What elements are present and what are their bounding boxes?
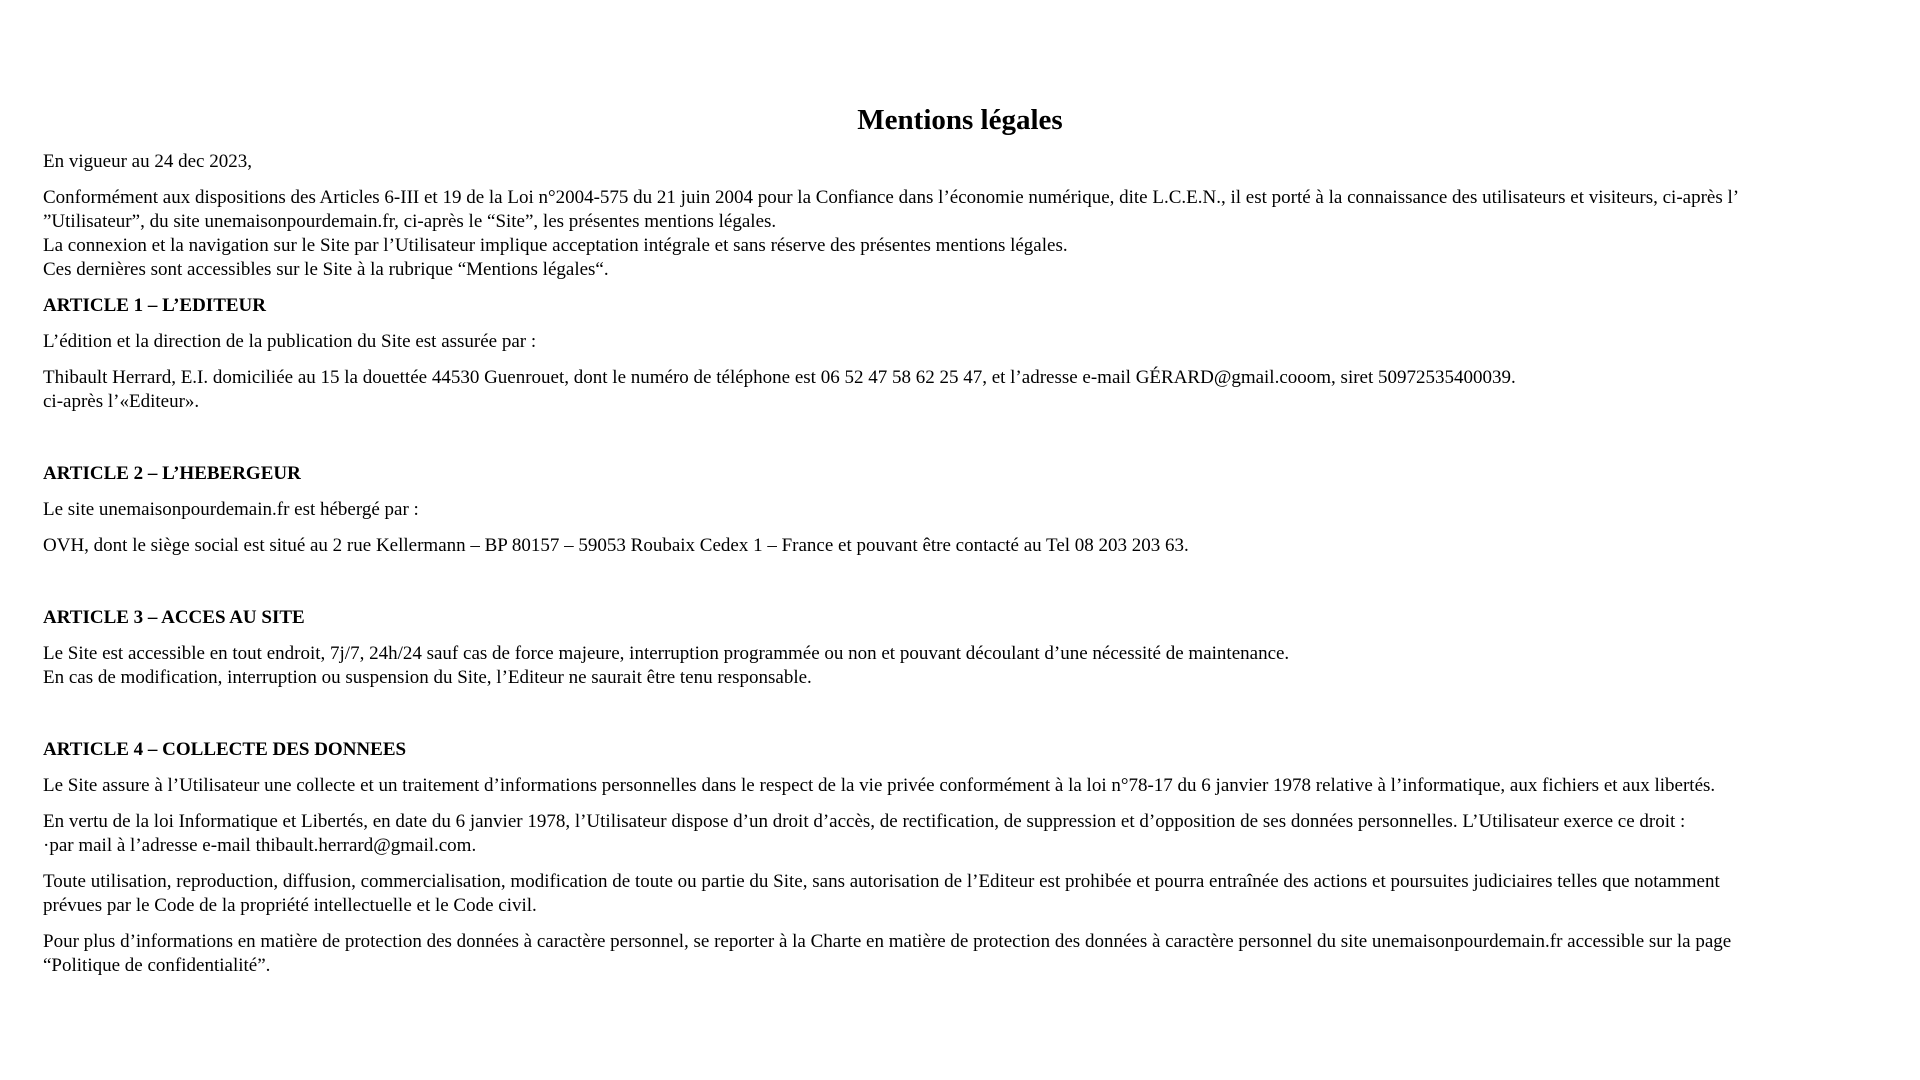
article-4-paragraph-4 xyxy=(43,930,1877,978)
article-1-heading: ARTICLE 1 – L’EDITEUR xyxy=(43,295,266,316)
section-spacer xyxy=(43,702,1877,738)
article-3-heading: ARTICLE 3 – ACCES AU SITE xyxy=(43,607,305,628)
intro-line-2: ”Utilisateur”, du site unemaisonpourdemain.fr, ci-après le “Site”, les présentes mentions légales. xyxy=(43,211,777,232)
rights-line-2: ·par mail à l’adresse e-mail thibault.herrard@gmail.com. xyxy=(43,835,477,856)
editor-label: ci-après l’«Editeur». xyxy=(43,391,200,412)
article-4-paragraph-2 xyxy=(43,810,1877,858)
intro-paragraph xyxy=(43,186,1877,282)
intro-line-3: La connexion et la navigation sur le Site par l’Utilisateur implique acceptation intégrale et sans réserve des présentes mentions légales. xyxy=(43,235,1068,256)
article-1-paragraph-1: L’édition et la direction de la publication du Site est assurée par : xyxy=(43,331,537,352)
section-spacer xyxy=(43,426,1877,462)
access-line-2: En cas de modification, interruption ou suspension du Site, l’Editeur ne saurait être tenu responsable. xyxy=(43,667,812,688)
article-2-paragraph-2: OVH, dont le siège social est situé au 2 rue Kellermann – BP 80157 – 59053 Roubaix Cedex 1 – France et pouvant être contacté au Tel 08 203 203 63. xyxy=(43,535,1189,556)
intro-line-4: Ces dernières sont accessibles sur le Site à la rubrique “Mentions légales“. xyxy=(43,259,609,280)
article-1-paragraph-2 xyxy=(43,366,1877,414)
article-2-heading: ARTICLE 2 – L’HEBERGEUR xyxy=(43,463,301,484)
privacy-line-2: “Politique de confidentialité”. xyxy=(43,955,271,976)
intro-line-1: Conformément aux dispositions des Articles 6-III et 19 de la Loi n°2004-575 du 21 juin 2004 pour la Confiance dans l’économie numérique, dite L.C.E.N., il est porté à la connaissance des utilisateurs et visiteurs, ci-après l’ xyxy=(43,187,1740,208)
editor-details: Thibault Herrard, E.I. domiciliée au 15 la douettée 44530 Guenrouet, dont le numéro de téléphone est 06 52 47 58 62 25 47, et l’adresse e-mail GÉRARD@gmail.cooom, siret 50972535400039. xyxy=(43,367,1516,388)
article-4-paragraph-1: Le Site assure à l’Utilisateur une collecte et un traitement d’informations personnelles dans le respect de la vie privée conformément à la loi n°78-17 du 6 janvier 1978 relative à l’informatique, aux fichiers et aux libertés. xyxy=(43,775,1716,796)
access-line-1: Le Site est accessible en tout endroit, 7j/7, 24h/24 sauf cas de force majeure, interruption programmée ou non et pouvant découlant d’une nécessité de maintenance. xyxy=(43,643,1290,664)
privacy-line-1: Pour plus d’informations en matière de protection des données à caractère personnel, se reporter à la Charte en matière de protection des données à caractère personnel du site unemaisonpourdemain.fr accessible sur la page xyxy=(43,931,1732,952)
article-3-paragraph-1 xyxy=(43,642,1877,690)
effective-date: En vigueur au 24 dec 2023, xyxy=(43,151,252,172)
section-spacer xyxy=(43,570,1877,606)
article-2-paragraph-1: Le site unemaisonpourdemain.fr est hébergé par : xyxy=(43,499,419,520)
usage-line-2: prévues par le Code de la propriété intellectuelle et le Code civil. xyxy=(43,895,537,916)
usage-line-1: Toute utilisation, reproduction, diffusion, commercialisation, modification de toute ou partie du Site, sans autorisation de l’Editeur est prohibée et pourra entraînée des actions et poursuites judiciaires telles que notamment xyxy=(43,871,1720,892)
page-title: Mentions légales xyxy=(857,104,1063,136)
article-4-paragraph-3 xyxy=(43,870,1877,918)
rights-line-1: En vertu de la loi Informatique et Libertés, en date du 6 janvier 1978, l’Utilisateur dispose d’un droit d’accès, de rectification, de suppression et d’opposition de ses données personnelles. L’Utilisateur exerce ce droit : xyxy=(43,811,1686,832)
article-4-heading: ARTICLE 4 – COLLECTE DES DONNEES xyxy=(43,739,407,760)
